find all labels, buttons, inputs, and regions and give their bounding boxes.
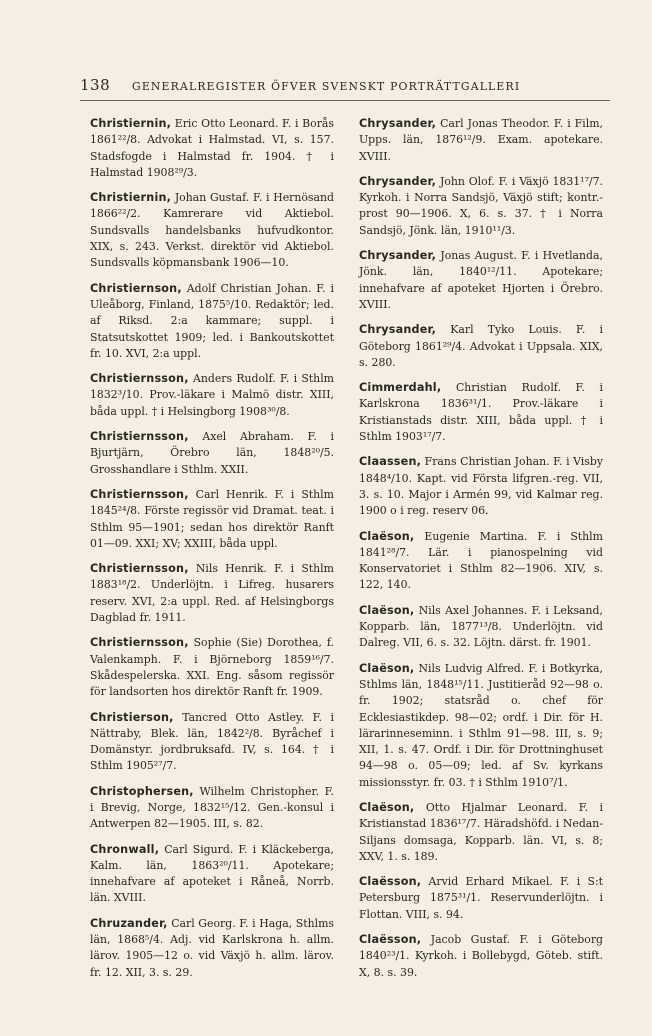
right-column — [359, 116, 603, 990]
entry-surname: Christiernsson, — [90, 636, 189, 650]
entry-text: Carl Henrik. F. i Sthlm 1845²⁴/8. Förste regissör vid Dramat. teat. i Sthlm 95—1901; sedan hos direktör Ranft 01—09. XXI; XV; XXIII, båda uppl. — [90, 487, 334, 550]
register-entry — [359, 661, 603, 791]
entry-text: Nils Axel Johannes. F. i Leksand, Kopparb. län, 1877¹³/8. Underlöjtn. vid Dalreg. VII, 6. s. 32. Löjtn. därst. fr. 1901. — [359, 603, 603, 650]
entry-surname: Chrysander, — [359, 323, 437, 337]
entry-text: Karl Tyko Louis. F. i Göteborg 1861²⁹/4. Advokat i Uppsala. XIX, s. 280. — [359, 323, 603, 369]
entry-surname: Chronwall, — [90, 842, 160, 856]
register-entry — [359, 174, 603, 239]
entry-text: Eugenie Martina. F. i Sthlm 1841²⁸/7. Lär. i pianospelning vid Konservatoriet i Sthlm 82—1906. XIV, s. 122, 140. — [359, 529, 603, 592]
entry-surname: Christierson, — [90, 710, 174, 724]
entry-surname: Claëson, — [359, 529, 415, 543]
register-entry — [359, 874, 603, 923]
register-entry — [90, 116, 334, 181]
register-entry — [90, 842, 334, 907]
entry-surname: Christiernsson, — [90, 372, 189, 386]
entry-text: Johan Gustaf. F. i Hernösand 1866²²/2. Kamrerare vid Aktiebol. Sundsvalls handelsbanks hufvudkontor. XIX, s. 243. Verkst. direktör vid Aktiebol. Sundsvalls köpmansbank 1906—10. — [90, 191, 334, 270]
running-title: GENERALREGISTER ÖFVER SVENSKT PORTRÄTTGALLERI — [132, 80, 521, 93]
register-entry — [90, 429, 334, 478]
entry-surname: Chrysander, — [359, 174, 437, 188]
entry-text: John Olof. F. i Växjö 1831¹⁷/7. Kyrkoh. i Norra Sandsjö, Växjö stift; kontr.-prost 90—1906. X, 6. s. 37. † i Norra Sandsjö, Jönk. län, 1910¹¹/3. — [359, 174, 603, 237]
register-entry — [90, 487, 334, 552]
page-number: 138 — [80, 76, 111, 94]
entry-text: Wilhelm Christopher. F. i Brevig, Norge, 1832¹⁵/12. Gen.-konsul i Antwerpen 82—1905. III, s. 82. — [90, 784, 334, 831]
register-entry — [359, 116, 603, 165]
entry-text: Nils Ludvig Alfred. F. i Botkyrka, Sthlms län, 1848¹⁵/11. Justitieråd 92—98 o. fr. 1902; statsråd o. chef för Ecklesiastikdep. 98—02; ordf. i Dir. för H. lärarinneseminn. i Sthlm 91—98. III, s. 9; XII, 1. s. 47. Ordf. i Dir. för Drottninghuset 94—98 o. 05—09; led. af Sv. kyrkans missionsstyr. fr. 03. † i Sthlm 1910⁷/1. — [359, 661, 603, 789]
register-entry — [90, 281, 334, 362]
entry-surname: Claësson, — [359, 875, 422, 889]
entry-surname: Claëson, — [359, 661, 415, 675]
register-entry — [90, 784, 334, 833]
entry-text: Nils Henrik. F. i Sthlm 1883¹⁸/2. Underlöjtn. i Lifreg. husarers reserv. XVI, 2:a uppl. Red. af Helsingborgs Dagblad fr. 1911. — [90, 562, 334, 625]
left-column — [90, 116, 334, 990]
entry-text: Christian Rudolf. F. i Karlskrona 1836³¹/1. Prov.-läkare i Kristianstads distr. XIII, båda uppl. † i Sthlm 1903¹⁷/7. — [359, 381, 603, 444]
entry-text: Jacob Gustaf. F. i Göteborg 1840²³/1. Kyrkoh. i Bollebygd, Göteb. stift. X, 8. s. 39. — [359, 933, 604, 979]
entry-text: Jonas August. F. i Hvetlanda, Jönk. län, 1840¹²/11. Apotekare; innehafvare af apoteket Hjorten i Örebro. XVIII. — [359, 249, 603, 311]
entry-surname: Christiernsson, — [90, 487, 189, 501]
register-entry — [90, 371, 334, 420]
register-entry — [90, 916, 334, 981]
entry-text: Adolf Christian Johan. F. i Uleåborg, Finland, 1875⁵/10. Redaktör; led. af Riksd. 2:a kammare; suppl. i Statsutskottet 1909; led. i Bankoutskottet fr. 10. XVI, 2:a uppl. — [90, 281, 334, 360]
entry-surname: Claëson, — [359, 800, 415, 814]
register-entry — [90, 561, 334, 626]
entry-surname: Cimmerdahl, — [359, 381, 442, 395]
entry-surname: Christiernin, — [90, 191, 172, 205]
entry-text: Anders Rudolf. F. i Sthlm 1832³/10. Prov.-läkare i Malmö distr. XIII, båda uppl. † i Helsingborg 1908³⁰/8. — [90, 372, 335, 418]
register-entry — [90, 190, 334, 271]
register-entry — [359, 380, 603, 445]
entry-surname: Christiernin, — [90, 117, 172, 130]
register-entry — [359, 322, 603, 371]
entry-text: Carl Sigurd. F. i Kläckeberga, Kalm. län, 1863²⁰/11. Apotekare; innehafvare af apoteket i Råneå, Norrb. län. XVIII. — [90, 842, 334, 905]
register-entry — [359, 932, 603, 981]
entry-surname: Christiernsson, — [90, 562, 189, 576]
register-entry — [90, 635, 334, 700]
entry-surname: Chrysander, — [359, 249, 437, 263]
register-entry — [359, 603, 603, 652]
register-entry — [359, 248, 603, 313]
entry-surname: Claësson, — [359, 933, 422, 947]
entry-text: Otto Hjalmar Leonard. F. i Kristianstad 1836¹⁷/7. Häradshöfd. i Nedan-Siljans domsaga, Kopparb. län. VI, s. 8; XXV, 1. s. 189. — [359, 800, 603, 863]
register-entry — [359, 529, 603, 594]
entry-surname: Christophersen, — [90, 784, 194, 798]
register-entry — [359, 800, 603, 865]
entry-surname: Chruzander, — [90, 916, 168, 930]
entry-surname: Claassen, — [359, 455, 422, 469]
entry-surname: Christiernson, — [90, 281, 182, 295]
entry-text: Axel Abraham. F. i Bjurtjärn, Örebro län, 1848²⁰/5. Grosshandlare i Sthlm. XXII. — [90, 430, 334, 476]
entry-text: Carl Jonas Theodor. F. i Film, Upps. län, 1876¹²/9. Exam. apotekare. XVIII. — [359, 117, 603, 163]
entry-surname: Chrysander, — [359, 117, 437, 130]
entry-surname: Christiernsson, — [90, 430, 189, 444]
page-header — [80, 74, 610, 101]
entry-text: Carl Georg. F. i Haga, Sthlms län, 1868⁵/4. Adj. vid Karlskrona h. allm. lärov. 1905—12 o. vid Växjö h. allm. lärov. fr. 12. XII, 3. s. 29. — [90, 916, 334, 979]
entry-surname: Claëson, — [359, 603, 415, 617]
entry-text: Sophie (Sie) Dorothea, f. Valenkamph. F. i Björneborg 1859¹⁶/7. Skådespelerska. XXI. Eng. såsom regissör för landsorten hos direktör Ranft fr. 1909. — [90, 636, 334, 699]
entry-text: Arvid Erhard Mikael. F. i S:t Petersburg 1875³¹/1. Reservunderlöjtn. i Flottan. VIII, s. 94. — [359, 875, 603, 921]
entry-text: Tancred Otto Astley. F. i Nättraby, Blek. län, 1842²/8. Byråchef i Domänstyr. jordbruksafd. IV, s. 164. † i Sthlm 1905²⁷/7. — [90, 710, 334, 773]
entry-text: Frans Christian Johan. F. i Visby 1848⁴/10. Kapt. vid Första lifgren.-reg. VII, 3. s. 10. Major i Armén 99, vid Kalmar reg. 1900 o i reg. reserv 06. — [359, 455, 603, 518]
register-entry — [359, 454, 603, 519]
register-entry — [90, 710, 334, 775]
entry-text: Eric Otto Leonard. F. i Borås 1861²²/8. Advokat i Halmstad. VI, s. 157. Stadsfogde i Halmstad fr. 1904. † i Halmstad 1908²⁹/3. — [90, 117, 334, 179]
